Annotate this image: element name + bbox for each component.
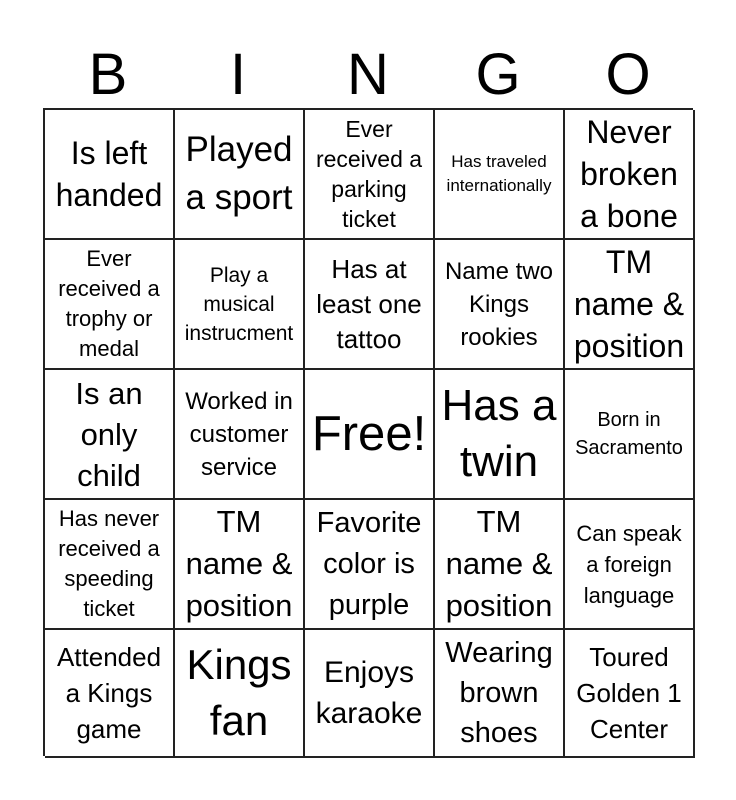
bingo-cell-text: Name two Kings rookies (444, 257, 554, 351)
bingo-cell-r2-c4[interactable] (435, 240, 565, 370)
header-letter-o: O (605, 42, 651, 107)
bingo-cell-r4-c1[interactable] (45, 500, 175, 630)
bingo-cell-text: Is left handed (55, 135, 163, 213)
bingo-cell-text: Worked in customer service (185, 387, 293, 481)
bingo-cell-text: TM name & position (445, 504, 553, 623)
bingo-cell-text: Play a musical instrucment (184, 263, 294, 345)
header-letter-n: N (347, 42, 389, 107)
bingo-cell-text: Enjoys karaoke (315, 656, 423, 730)
bingo-cell-text: Kings fan (186, 641, 292, 744)
bingo-cell-text: TM name & position (185, 504, 293, 623)
bingo-cell-text: TM name & position (573, 244, 685, 364)
bingo-cell-r1-c3[interactable] (305, 110, 435, 240)
bingo-cell-r3-c2[interactable] (175, 370, 305, 500)
free-space-text: Free! (311, 407, 427, 461)
bingo-cell-text: Born in Sacramento (575, 409, 683, 459)
bingo-cell-text: Never broken a bone (580, 114, 678, 234)
bingo-cell-r5-c3[interactable] (305, 630, 435, 758)
bingo-cell-text: Has a twin (441, 381, 557, 486)
bingo-card-grid (43, 108, 693, 756)
bingo-cell-r1-c4[interactable] (435, 110, 565, 240)
bingo-cell-r2-c1[interactable] (45, 240, 175, 370)
bingo-cell-text: Favorite color is purple (316, 506, 422, 621)
bingo-cell-r2-c3[interactable] (305, 240, 435, 370)
bingo-cell-text: Wearing brown shoes (445, 637, 553, 749)
bingo-cell-r3-c5[interactable] (565, 370, 695, 500)
bingo-cell-r2-c5[interactable] (565, 240, 695, 370)
header-letter-i: I (229, 42, 247, 107)
bingo-cell-r4-c2[interactable] (175, 500, 305, 630)
bingo-cell-r3-c1[interactable] (45, 370, 175, 500)
bingo-cell-text: Is an only child (75, 375, 143, 493)
bingo-cell-r4-c5[interactable] (565, 500, 695, 630)
bingo-cell-text: Played a sport (185, 130, 293, 217)
bingo-header (43, 42, 693, 108)
bingo-cell-text: Has never received a speeding ticket (58, 506, 160, 621)
bingo-cell-text: Attended a Kings game (56, 642, 162, 744)
bingo-cell-r1-c2[interactable] (175, 110, 305, 240)
bingo-cell-text: Can speak a foreign language (576, 520, 682, 608)
bingo-cell-r5-c5[interactable] (565, 630, 695, 758)
bingo-cell-r4-c4[interactable] (435, 500, 565, 630)
bingo-cell-r3-c4[interactable] (435, 370, 565, 500)
bingo-cell-r1-c5[interactable] (565, 110, 695, 240)
bingo-cell-r1-c1[interactable] (45, 110, 175, 240)
bingo-cell-text: Has traveled internationally (446, 152, 552, 195)
bingo-cell-text: Toured Golden 1 Center (576, 642, 682, 744)
header-letter-b: B (88, 42, 128, 107)
bingo-cell-free-space[interactable] (305, 370, 435, 500)
bingo-cell-r5-c1[interactable] (45, 630, 175, 758)
bingo-cell-text: Ever received a trophy or medal (58, 246, 160, 361)
bingo-cell-r4-c3[interactable] (305, 500, 435, 630)
bingo-cell-text: Has at least one tattoo (316, 253, 422, 354)
bingo-cell-r5-c4[interactable] (435, 630, 565, 758)
bingo-cell-r5-c2[interactable] (175, 630, 305, 758)
bingo-cell-r2-c2[interactable] (175, 240, 305, 370)
bingo-cell-text: Ever received a parking ticket (315, 116, 423, 232)
header-letter-g: G (475, 42, 521, 107)
